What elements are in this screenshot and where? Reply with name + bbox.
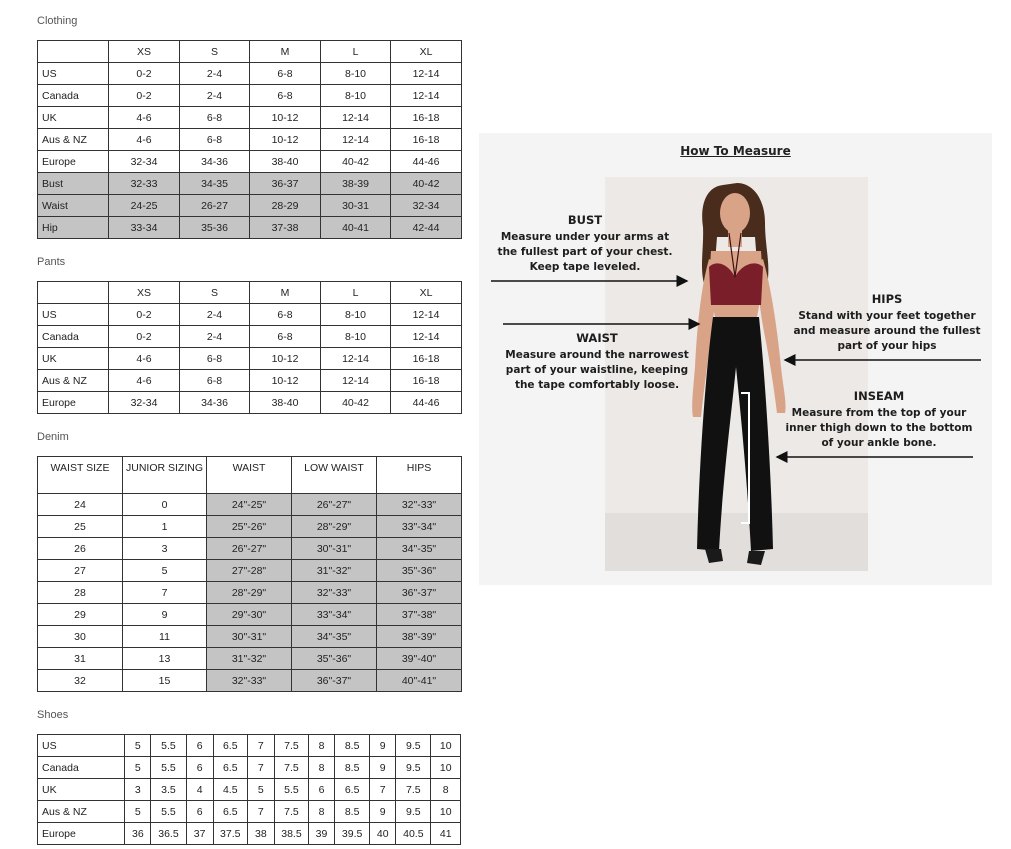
denim-cell: 28 <box>38 582 123 604</box>
shoes-cell: 36.5 <box>151 823 186 845</box>
denim-cell: 0 <box>123 494 207 516</box>
clothing-header-cell: L <box>321 41 391 63</box>
pants-row <box>38 392 462 414</box>
denim-row <box>38 582 462 604</box>
shoes-cell: 6.5 <box>335 779 370 801</box>
shoes-cell: 7 <box>247 735 274 757</box>
clothing-cell: 30-31 <box>321 195 391 217</box>
clothing-size-table <box>37 40 462 239</box>
denim-cell: 24 <box>38 494 123 516</box>
shoes-cell: 39 <box>308 823 334 845</box>
pants-cell: 0-2 <box>109 304 180 326</box>
shoes-cell: 8 <box>431 779 461 801</box>
denim-cell: 32 <box>38 670 123 692</box>
denim-cell: 33"-34" <box>377 516 462 538</box>
pants-cell: 38-40 <box>250 392 321 414</box>
denim-cell: 35"-36" <box>377 560 462 582</box>
clothing-cell: 10-12 <box>250 129 321 151</box>
clothing-cell: 0-2 <box>109 63 180 85</box>
pants-row <box>38 326 462 348</box>
pants-header-cell: M <box>250 282 321 304</box>
clothing-row <box>38 85 462 107</box>
shoes-cell: 38 <box>247 823 274 845</box>
shoes-cell: 9.5 <box>396 801 431 823</box>
denim-cell: 31"-32" <box>207 648 292 670</box>
clothing-cell: 4-6 <box>109 107 180 129</box>
how-to-measure-title: How To Measure <box>680 144 791 158</box>
pants-header-cell <box>38 282 109 304</box>
denim-cell: 36"-37" <box>377 582 462 604</box>
clothing-row-label: US <box>38 63 109 85</box>
shoes-cell: 36 <box>125 823 151 845</box>
clothing-cell: 12-14 <box>391 85 462 107</box>
shoes-cell: 7 <box>247 757 274 779</box>
pants-cell: 4-6 <box>109 348 180 370</box>
pants-row-label: Canada <box>38 326 109 348</box>
denim-cell: 28"-29" <box>292 516 377 538</box>
pants-title: Pants <box>37 256 66 268</box>
shoes-row-label: Europe <box>38 823 125 845</box>
clothing-cell: 6-8 <box>180 129 250 151</box>
clothing-cell: 35-36 <box>180 217 250 239</box>
shoes-cell: 5 <box>125 735 151 757</box>
shoes-cell: 6 <box>186 735 213 757</box>
shoes-cell: 4.5 <box>213 779 247 801</box>
bust-text-2: the fullest part of your chest. <box>497 246 673 258</box>
denim-cell: 29"-30" <box>207 604 292 626</box>
pants-header-cell: L <box>321 282 391 304</box>
bust-heading: BUST <box>567 213 603 227</box>
clothing-header-cell: M <box>250 41 321 63</box>
pants-cell: 12-14 <box>391 326 462 348</box>
shoes-cell: 5 <box>125 801 151 823</box>
denim-cell: 1 <box>123 516 207 538</box>
hips-label <box>787 292 987 354</box>
pants-cell: 40-42 <box>321 392 391 414</box>
clothing-row <box>38 195 462 217</box>
denim-cell: 34"-35" <box>377 538 462 560</box>
shoes-cell: 8.5 <box>335 735 370 757</box>
shoes-cell: 7.5 <box>274 757 308 779</box>
denim-cell: 32"-33" <box>207 670 292 692</box>
pants-row <box>38 304 462 326</box>
clothing-cell: 12-14 <box>391 63 462 85</box>
clothing-row <box>38 173 462 195</box>
shoes-cell: 5 <box>125 757 151 779</box>
denim-row <box>38 538 462 560</box>
denim-cell: 34"-35" <box>292 626 377 648</box>
waist-text-1: Measure around the narrowest <box>505 349 689 361</box>
waist-text-3: the tape comfortably loose. <box>514 379 680 391</box>
clothing-header-row <box>38 41 462 63</box>
pants-cell: 2-4 <box>180 304 250 326</box>
pants-row <box>38 370 462 392</box>
shoes-cell: 5.5 <box>151 801 186 823</box>
shoes-cell: 10 <box>431 757 461 779</box>
denim-cell: 30 <box>38 626 123 648</box>
denim-row <box>38 560 462 582</box>
shoes-cell: 6 <box>308 779 334 801</box>
clothing-cell: 24-25 <box>109 195 180 217</box>
denim-cell: 37"-38" <box>377 604 462 626</box>
hips-text-2: and measure around the fullest <box>793 325 981 337</box>
clothing-cell: 40-42 <box>321 151 391 173</box>
clothing-cell: 40-41 <box>321 217 391 239</box>
denim-cell: 35"-36" <box>292 648 377 670</box>
shoes-cell: 7 <box>247 801 274 823</box>
pants-cell: 12-14 <box>321 348 391 370</box>
pants-row <box>38 348 462 370</box>
denim-cell: 9 <box>123 604 207 626</box>
denim-cell: 15 <box>123 670 207 692</box>
hips-text-3: part of your hips <box>837 340 937 352</box>
clothing-cell: 40-42 <box>391 173 462 195</box>
denim-cell: 30"-31" <box>292 538 377 560</box>
shoes-cell: 7.5 <box>274 801 308 823</box>
shoes-size-table <box>37 734 461 845</box>
shoes-row-label: Canada <box>38 757 125 779</box>
denim-cell: 25 <box>38 516 123 538</box>
pants-cell: 16-18 <box>391 348 462 370</box>
denim-cell: 32"-33" <box>377 494 462 516</box>
clothing-row-label: Bust <box>38 173 109 195</box>
denim-cell: 29 <box>38 604 123 626</box>
denim-cell: 5 <box>123 560 207 582</box>
shoes-cell: 8.5 <box>335 801 370 823</box>
clothing-header-cell: S <box>180 41 250 63</box>
shoes-cell: 8 <box>308 757 334 779</box>
pants-row-label: Europe <box>38 392 109 414</box>
shoes-cell: 5.5 <box>151 757 186 779</box>
denim-cell: 36"-37" <box>292 670 377 692</box>
shoes-cell: 6.5 <box>213 757 247 779</box>
denim-header-cell: LOW WAIST <box>292 457 377 494</box>
pants-cell: 12-14 <box>391 304 462 326</box>
shoes-row-label: UK <box>38 779 125 801</box>
shoes-cell: 6.5 <box>213 735 247 757</box>
shoes-row <box>38 801 461 823</box>
denim-cell: 26"-27" <box>292 494 377 516</box>
waist-label <box>501 331 693 393</box>
clothing-cell: 26-27 <box>180 195 250 217</box>
clothing-cell: 38-40 <box>250 151 321 173</box>
shoes-cell: 10 <box>431 735 461 757</box>
clothing-cell: 32-34 <box>391 195 462 217</box>
clothing-row-label: Hip <box>38 217 109 239</box>
shoes-cell: 3 <box>125 779 151 801</box>
clothing-cell: 38-39 <box>321 173 391 195</box>
shoes-row-label: US <box>38 735 125 757</box>
clothing-cell: 12-14 <box>321 129 391 151</box>
clothing-row <box>38 63 462 85</box>
shoes-cell: 8 <box>308 735 334 757</box>
shoes-cell: 5 <box>247 779 274 801</box>
pants-cell: 32-34 <box>109 392 180 414</box>
shoes-row <box>38 735 461 757</box>
clothing-cell: 16-18 <box>391 107 462 129</box>
clothing-cell: 32-34 <box>109 151 180 173</box>
shoes-cell: 9 <box>370 735 396 757</box>
shoes-cell: 9 <box>370 757 396 779</box>
bust-label <box>489 213 681 275</box>
denim-cell: 38"-39" <box>377 626 462 648</box>
clothing-title: Clothing <box>37 15 78 27</box>
clothing-cell: 6-8 <box>180 107 250 129</box>
denim-size-table <box>37 456 462 692</box>
inseam-text-2: inner thigh down to the bottom <box>785 422 973 434</box>
clothing-cell: 8-10 <box>321 85 391 107</box>
clothing-cell: 4-6 <box>109 129 180 151</box>
shoes-title: Shoes <box>37 709 69 721</box>
clothing-cell: 44-46 <box>391 151 462 173</box>
pants-header-cell: XL <box>391 282 462 304</box>
pants-cell: 10-12 <box>250 370 321 392</box>
clothing-cell: 12-14 <box>321 107 391 129</box>
clothing-cell: 33-34 <box>109 217 180 239</box>
pants-cell: 6-8 <box>250 304 321 326</box>
pants-cell: 10-12 <box>250 348 321 370</box>
inseam-label <box>779 389 979 451</box>
denim-cell: 32"-33" <box>292 582 377 604</box>
pants-cell: 34-36 <box>180 392 250 414</box>
clothing-cell: 34-35 <box>180 173 250 195</box>
pants-header-cell: XS <box>109 282 180 304</box>
shoes-cell: 8 <box>308 801 334 823</box>
shoes-cell: 40 <box>370 823 396 845</box>
clothing-row <box>38 217 462 239</box>
pants-row-label: Aus & NZ <box>38 370 109 392</box>
clothing-cell: 16-18 <box>391 129 462 151</box>
denim-cell: 24"-25" <box>207 494 292 516</box>
shoes-cell: 10 <box>431 801 461 823</box>
denim-cell: 39"-40" <box>377 648 462 670</box>
denim-cell: 28"-29" <box>207 582 292 604</box>
denim-row <box>38 494 462 516</box>
clothing-row-label: UK <box>38 107 109 129</box>
shoes-row <box>38 779 461 801</box>
denim-cell: 31"-32" <box>292 560 377 582</box>
denim-header-cell: WAIST SIZE <box>38 457 123 494</box>
denim-cell: 33"-34" <box>292 604 377 626</box>
denim-cell: 7 <box>123 582 207 604</box>
clothing-header-cell <box>38 41 109 63</box>
clothing-cell: 34-36 <box>180 151 250 173</box>
clothing-cell: 37-38 <box>250 217 321 239</box>
pants-size-table <box>37 281 462 414</box>
denim-row <box>38 604 462 626</box>
clothing-row-label: Waist <box>38 195 109 217</box>
pants-cell: 6-8 <box>180 370 250 392</box>
denim-title: Denim <box>37 431 69 443</box>
denim-cell: 13 <box>123 648 207 670</box>
clothing-row-label: Canada <box>38 85 109 107</box>
denim-cell: 40"-41" <box>377 670 462 692</box>
waist-heading: WAIST <box>576 331 618 345</box>
shoes-cell: 4 <box>186 779 213 801</box>
shoes-cell: 37.5 <box>213 823 247 845</box>
clothing-header-cell: XS <box>109 41 180 63</box>
denim-row <box>38 516 462 538</box>
bust-text-3: Keep tape leveled. <box>529 261 641 273</box>
pants-cell: 0-2 <box>109 326 180 348</box>
pants-cell: 6-8 <box>250 326 321 348</box>
shoes-cell: 41 <box>431 823 461 845</box>
pants-header-row <box>38 282 462 304</box>
shoes-row <box>38 823 461 845</box>
denim-cell: 27"-28" <box>207 560 292 582</box>
shoes-cell: 5.5 <box>274 779 308 801</box>
clothing-row-label: Europe <box>38 151 109 173</box>
shoes-cell: 8.5 <box>335 757 370 779</box>
shoes-row <box>38 757 461 779</box>
denim-cell: 11 <box>123 626 207 648</box>
inseam-heading: INSEAM <box>853 389 905 403</box>
shoes-cell: 40.5 <box>396 823 431 845</box>
waist-text-2: part of your waistline, keeping <box>505 364 689 376</box>
clothing-cell: 36-37 <box>250 173 321 195</box>
hips-heading: HIPS <box>871 292 903 306</box>
clothing-cell: 0-2 <box>109 85 180 107</box>
clothing-row <box>38 129 462 151</box>
denim-cell: 30"-31" <box>207 626 292 648</box>
denim-row <box>38 626 462 648</box>
shoes-cell: 7.5 <box>396 779 431 801</box>
pants-cell: 44-46 <box>391 392 462 414</box>
clothing-cell: 6-8 <box>250 85 321 107</box>
how-to-measure-panel <box>479 133 992 585</box>
clothing-cell: 10-12 <box>250 107 321 129</box>
bust-text-1: Measure under your arms at <box>500 231 670 243</box>
denim-header-row <box>38 457 462 494</box>
denim-row <box>38 648 462 670</box>
pants-cell: 4-6 <box>109 370 180 392</box>
clothing-header-cell: XL <box>391 41 462 63</box>
shoes-cell: 3.5 <box>151 779 186 801</box>
clothing-cell: 42-44 <box>391 217 462 239</box>
denim-header-cell: HIPS <box>377 457 462 494</box>
shoes-cell: 9 <box>370 801 396 823</box>
pants-cell: 8-10 <box>321 326 391 348</box>
clothing-cell: 8-10 <box>321 63 391 85</box>
pants-cell: 8-10 <box>321 304 391 326</box>
shoes-cell: 37 <box>186 823 213 845</box>
pants-cell: 12-14 <box>321 370 391 392</box>
clothing-cell: 2-4 <box>180 63 250 85</box>
hips-text-1: Stand with your feet together <box>798 310 976 322</box>
shoes-cell: 9.5 <box>396 735 431 757</box>
denim-cell: 26 <box>38 538 123 560</box>
shoes-cell: 9.5 <box>396 757 431 779</box>
clothing-cell: 6-8 <box>250 63 321 85</box>
pants-cell: 2-4 <box>180 326 250 348</box>
clothing-row-label: Aus & NZ <box>38 129 109 151</box>
denim-row <box>38 670 462 692</box>
pants-row-label: UK <box>38 348 109 370</box>
clothing-cell: 32-33 <box>109 173 180 195</box>
inseam-text-3: of your ankle bone. <box>821 437 937 449</box>
shoes-cell: 39.5 <box>335 823 370 845</box>
clothing-cell: 28-29 <box>250 195 321 217</box>
shoes-cell: 5.5 <box>151 735 186 757</box>
denim-cell: 25"-26" <box>207 516 292 538</box>
shoes-cell: 7 <box>370 779 396 801</box>
shoes-cell: 38.5 <box>274 823 308 845</box>
pants-header-cell: S <box>180 282 250 304</box>
denim-cell: 31 <box>38 648 123 670</box>
shoes-cell: 7.5 <box>274 735 308 757</box>
shoes-cell: 6 <box>186 801 213 823</box>
denim-cell: 27 <box>38 560 123 582</box>
pants-cell: 6-8 <box>180 348 250 370</box>
denim-header-cell: JUNIOR SIZING <box>123 457 207 494</box>
shoes-cell: 6.5 <box>213 801 247 823</box>
pants-cell: 16-18 <box>391 370 462 392</box>
clothing-cell: 2-4 <box>180 85 250 107</box>
shoes-cell: 6 <box>186 757 213 779</box>
pants-row-label: US <box>38 304 109 326</box>
clothing-row <box>38 107 462 129</box>
denim-cell: 26"-27" <box>207 538 292 560</box>
denim-cell: 3 <box>123 538 207 560</box>
clothing-row <box>38 151 462 173</box>
shoes-row-label: Aus & NZ <box>38 801 125 823</box>
inseam-text-1: Measure from the top of your <box>791 407 967 419</box>
denim-header-cell: WAIST <box>207 457 292 494</box>
